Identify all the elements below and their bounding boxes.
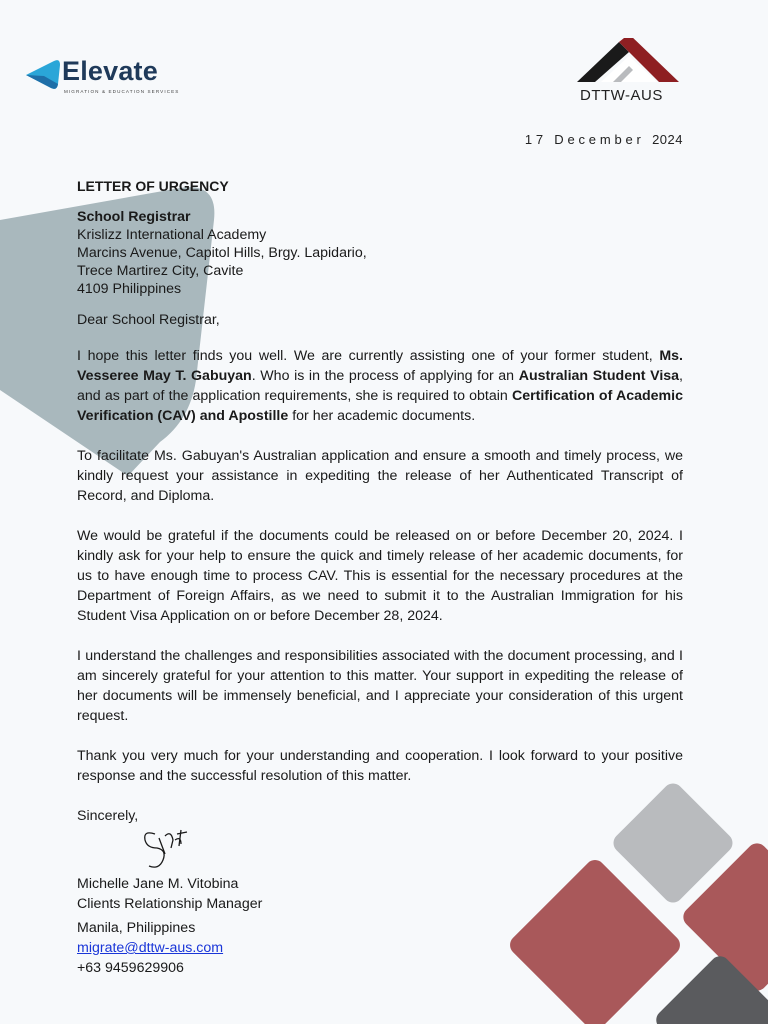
recipient-address-line-3: 4109 Philippines [77,281,182,297]
recipient-address [77,208,683,298]
elevate-logo-icon [24,58,62,92]
paragraph-5: Thank you very much for your understanding and cooperation. I look forward to your positive response and the successful resolution of this matter. [77,748,683,784]
letter-body [77,176,683,978]
recipient-institution: Krislizz International Academy [77,227,267,243]
p1-text-2: . Who is in the process of applying for an [251,368,519,384]
letter-date [525,132,683,147]
salutation: Dear School Registrar, [77,312,220,328]
dttw-aus-logo [573,38,683,106]
signature [77,826,683,874]
recipient-address-line-1: Marcins Avenue, Capitol Hills, Brgy. Lapidario, [77,245,367,261]
recipient-address-line-2: Trece Martirez City, Cavite [77,263,244,279]
handwritten-signature [137,826,193,874]
signer-position: Clients Relationship Manager [77,896,263,912]
elevate-logo [24,56,194,100]
p1-text-4: for her academic documents. [288,408,476,424]
signer-name: Michelle Jane M. Vitobina [77,876,239,892]
paragraph-1 [77,346,683,426]
dttw-roof-icon [573,38,683,86]
signer-email-link[interactable]: migrate@dttw-aus.com [77,940,224,956]
paragraph-3: We would be grateful if the documents could be released on or before December 20, 2024. I kindly ask for your help to ensure the quick and timely release of her academic documents, for us to have enough time to process CAV. This is essential for the necessary procedures at the Department of Foreign Affairs, as we need to submit it to the Australian Immigration for his Student Visa Application on or before December 28, 2024. [77,528,683,624]
p1-text-1: I hope this letter finds you well. We are currently assisting one of your former student, [77,348,660,364]
elevate-logo-text: Elevate [62,56,158,86]
paragraph-2: To facilitate Ms. Gabuyan's Australian application and ensure a smooth and timely process, we kindly request your assistance in expediting the release of her Authenticated Transcript of Record, and Diploma. [77,448,683,504]
required-certification: Certification of Academic Verification (CAV) and Apostille [77,388,683,424]
letter-date-year: 2024 [652,132,683,147]
recipient-role: School Registrar [77,209,191,225]
signer-block [77,874,683,978]
visa-type: Australian Student Visa [518,368,680,384]
dttw-logo-text: DTTW-AUS [580,87,663,104]
p1-text-3: , and as part of the application requirements, she is required to obtain [77,368,683,404]
closing: Sincerely, [77,808,139,824]
paragraph-4: I understand the challenges and responsibilities associated with the document processing, and I am sincerely grateful for your attention to this matter. Your support in expediting the release of her documents will be immensely beneficial, and I appreciate your consideration of this urgent request. [77,648,683,724]
letter-date-day-month: 17 December [524,132,645,147]
letter-title: LETTER OF URGENCY [77,178,229,194]
elevate-logo-tagline: MIGRATION & EDUCATION SERVICES [64,89,180,94]
signer-location: Manila, Philippines [77,920,196,936]
student-name: Ms. Vesseree May T. Gabuyan [77,348,683,384]
signer-phone: +63 9459629906 [77,960,184,976]
